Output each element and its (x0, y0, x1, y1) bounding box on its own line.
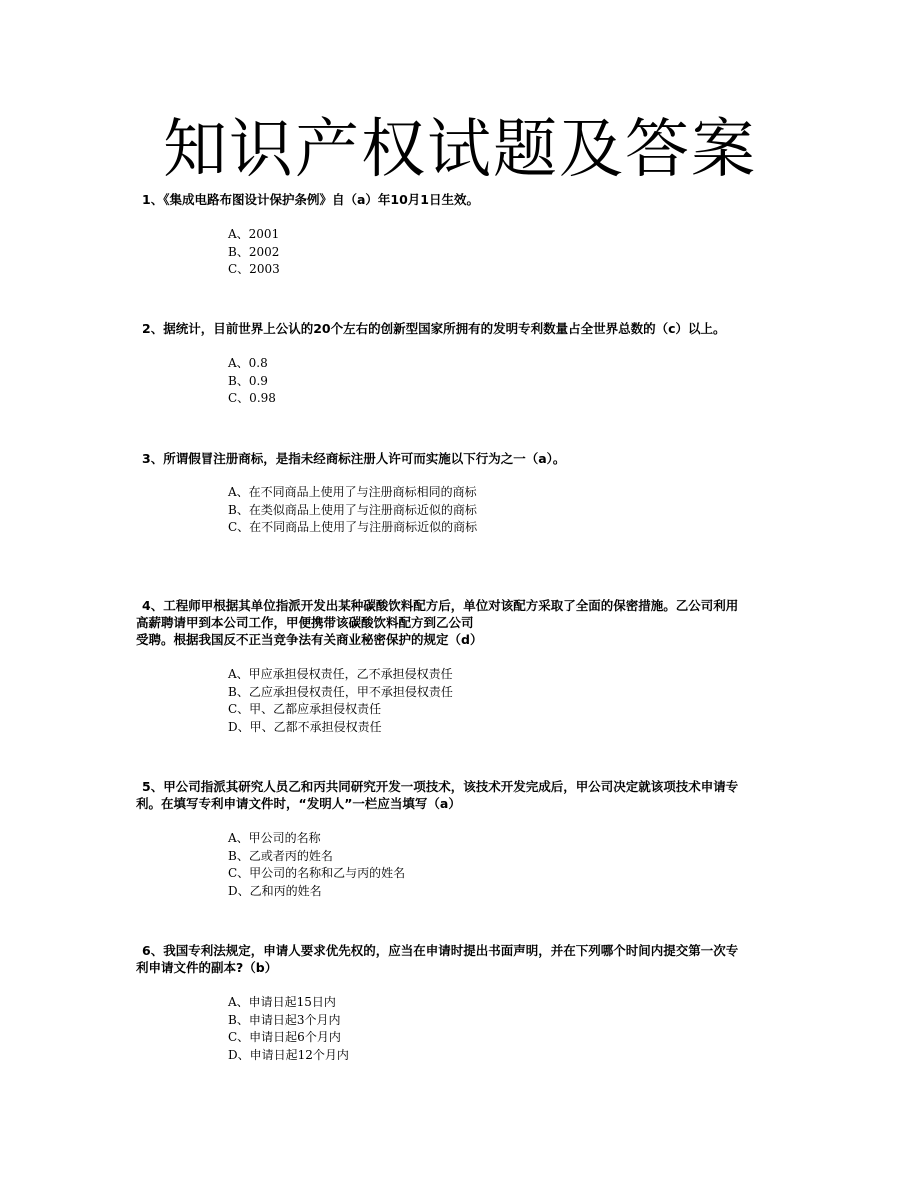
question-6-line-2: 利申请文件的副本?（b） (136, 960, 278, 975)
question-2-options (228, 355, 276, 408)
option-b: B、2002 (228, 244, 280, 259)
question-1-options (228, 226, 280, 279)
question-5-line-1: 5、甲公司指派其研究人员乙和丙共同研究开发一项技术，该技术开发完成后，甲公司决定就该项技术申请专 (142, 779, 739, 794)
question-6-options (228, 994, 349, 1064)
question-4 (136, 597, 788, 648)
question-4-line-1: 4、工程师甲根据其单位指派开发出某种碳酸饮料配方后，单位对该配方采取了全面的保密措施。乙公司利用 (142, 598, 739, 613)
option-c: C、甲、乙都应承担侵权责任 (228, 702, 382, 716)
question-5 (136, 778, 788, 812)
option-b: B、申请日起3个月内 (228, 1012, 341, 1027)
question-1 (136, 191, 788, 208)
question-3-options (228, 484, 477, 537)
option-c: C、0.98 (228, 391, 276, 405)
option-b: B、乙应承担侵权责任，甲不承担侵权责任 (228, 684, 453, 699)
option-a: A、在不同商品上使用了与注册商标相同的商标 (228, 485, 477, 499)
option-a: A、2001 (228, 227, 280, 241)
option-d: D、申请日起12个月内 (228, 1047, 349, 1062)
option-a: A、申请日起15日内 (228, 995, 336, 1009)
option-c: C、2003 (228, 262, 280, 276)
option-b: B、0.9 (228, 373, 268, 388)
question-5-options (228, 830, 405, 900)
question-4-options (228, 666, 453, 736)
question-4-line-2: 高薪聘请甲到本公司工作，甲便携带该碳酸饮料配方到乙公司 (136, 615, 474, 630)
question-1-text: 1、《集成电路布图设计保护条例》自（a）年10月1日生效。 (142, 192, 479, 207)
document-title: 知识产权试题及答案 (163, 113, 757, 187)
option-b: B、在类似商品上使用了与注册商标近似的商标 (228, 502, 477, 517)
question-3 (136, 450, 788, 467)
question-6-line-1: 6、我国专利法规定，申请人要求优先权的，应当在申请时提出书面声明，并在下列哪个时间内提交第一次专 (142, 943, 739, 958)
question-4-line-3: 受聘。根据我国反不正当竞争法有关商业秘密保护的规定（d） (136, 632, 483, 647)
option-c: C、在不同商品上使用了与注册商标近似的商标 (228, 520, 478, 534)
option-c: C、甲公司的名称和乙与丙的姓名 (228, 866, 406, 880)
option-a: A、甲公司的名称 (228, 831, 321, 845)
option-b: B、乙或者丙的姓名 (228, 848, 333, 863)
option-d: D、甲、乙都不承担侵权责任 (228, 719, 382, 734)
question-3-text: 3、所谓假冒注册商标，是指未经商标注册人许可而实施以下行为之一（a）。 (142, 451, 566, 466)
option-a: A、0.8 (228, 356, 268, 370)
option-d: D、乙和丙的姓名 (228, 883, 322, 898)
option-c: C、申请日起6个月内 (228, 1030, 341, 1044)
question-6 (136, 942, 788, 976)
question-5-line-2: 利。在填写专利申请文件时，“发明人”一栏应当填写（a） (136, 796, 461, 811)
question-2 (136, 320, 788, 337)
option-a: A、甲应承担侵权责任，乙不承担侵权责任 (228, 667, 453, 681)
question-2-text: 2、据统计，目前世界上公认的20个左右的创新型国家所拥有的发明专利数量占全世界总数的（c）以上。 (142, 321, 726, 336)
